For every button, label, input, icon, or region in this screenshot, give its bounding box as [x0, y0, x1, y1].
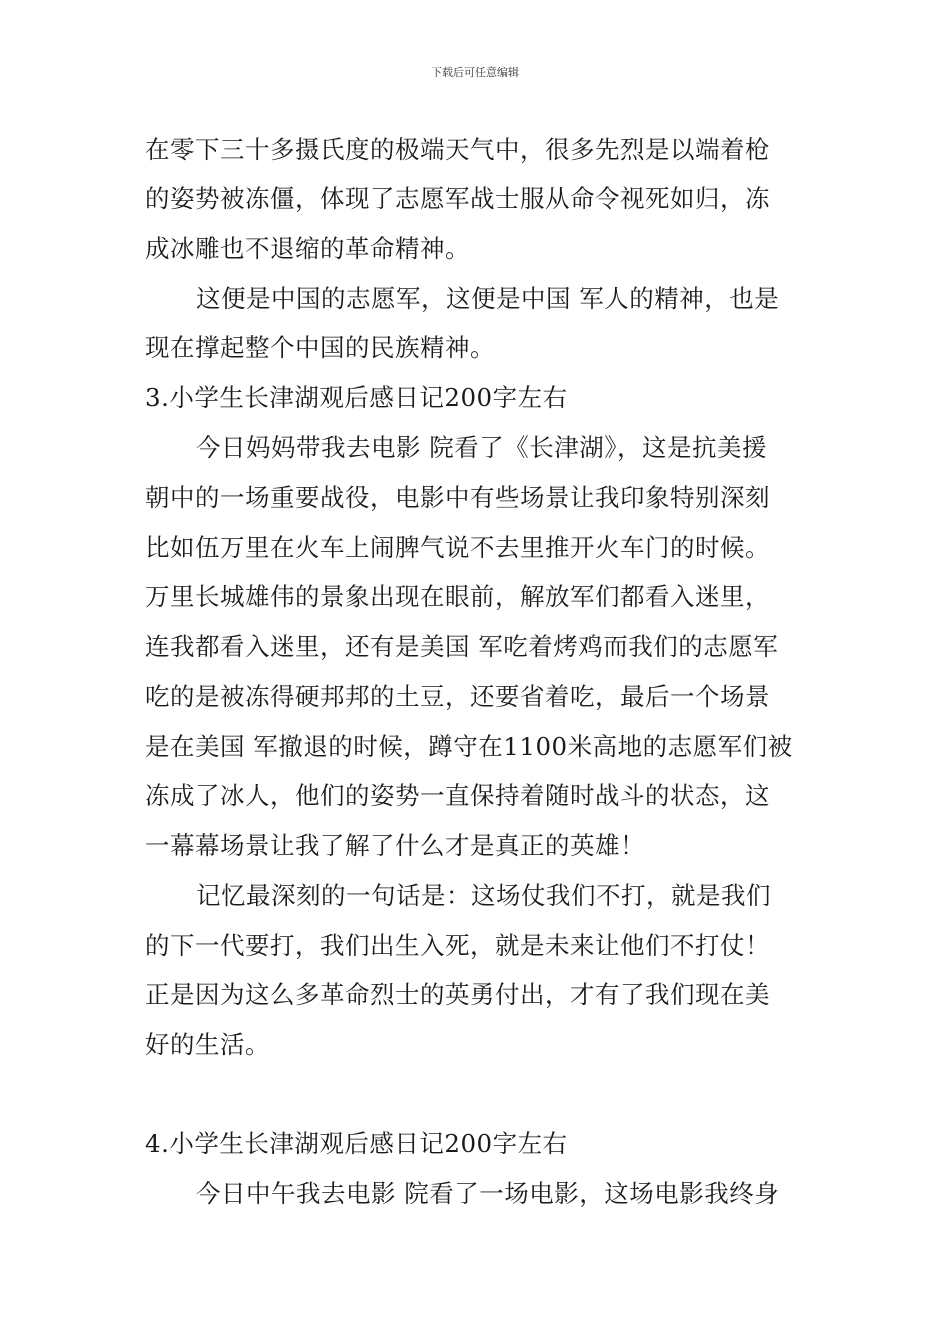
text-line: 正是因为这么多革命烈士的英勇付出，才有了我们现在美: [145, 980, 770, 1009]
text-line: 记忆最深刻的一句话是：这场仗我们不打，就是我们: [196, 881, 771, 910]
page-header: 下载后可任意编辑: [431, 66, 519, 79]
text-line: 一幕幕场景让我了解了什么才是真正的英雄！: [145, 831, 645, 860]
text-line: 成冰雕也不退缩的革命精神。: [145, 234, 470, 263]
text-line: 的下一代要打，我们出生入死，就是未来让他们不打仗！: [145, 931, 770, 960]
text-line: 今日妈妈带我去电影 院看了《长津湖》，这是抗美援: [196, 433, 768, 462]
section-heading: 4.小学生长津湖观后感日记200字左右: [145, 1129, 568, 1158]
text-line: 朝中的一场重要战役，电影中有些场景让我印象特别深刻: [145, 483, 770, 512]
text-line: 现在撑起整个中国的民族精神。: [145, 333, 495, 362]
section-heading: 3.小学生长津湖观后感日记200字左右: [145, 383, 568, 412]
text-line: 的姿势被冻僵，体现了志愿军战士服从命令视死如归，冻: [145, 184, 770, 213]
text-line: 这便是中国的志愿军，这便是中国 军人的精神，也是: [196, 284, 780, 313]
text-line: 冻成了冰人，他们的姿势一直保持着随时战斗的状态，这: [145, 781, 770, 810]
text-line: 万里长城雄伟的景象出现在眼前，解放军们都看入迷里，: [145, 582, 770, 611]
text-line: 连我都看入迷里，还有是美国 军吃着烤鸡而我们的志愿军: [145, 632, 779, 661]
text-line: 吃的是被冻得硬邦邦的土豆，还要省着吃，最后一个场景: [145, 682, 770, 711]
text-line: 今日中午我去电影 院看了一场电影，这场电影我终身: [196, 1179, 780, 1208]
text-line: 比如伍万里在火车上闹脾气说不去里推开火车门的时候。: [145, 533, 770, 562]
text-line: 好的生活。: [145, 1030, 270, 1059]
text-line: 在零下三十多摄氏度的极端天气中，很多先烈是以端着枪: [145, 135, 770, 164]
text-line: 是在美国 军撤退的时候，蹲守在1100米高地的志愿军们被: [145, 732, 793, 761]
